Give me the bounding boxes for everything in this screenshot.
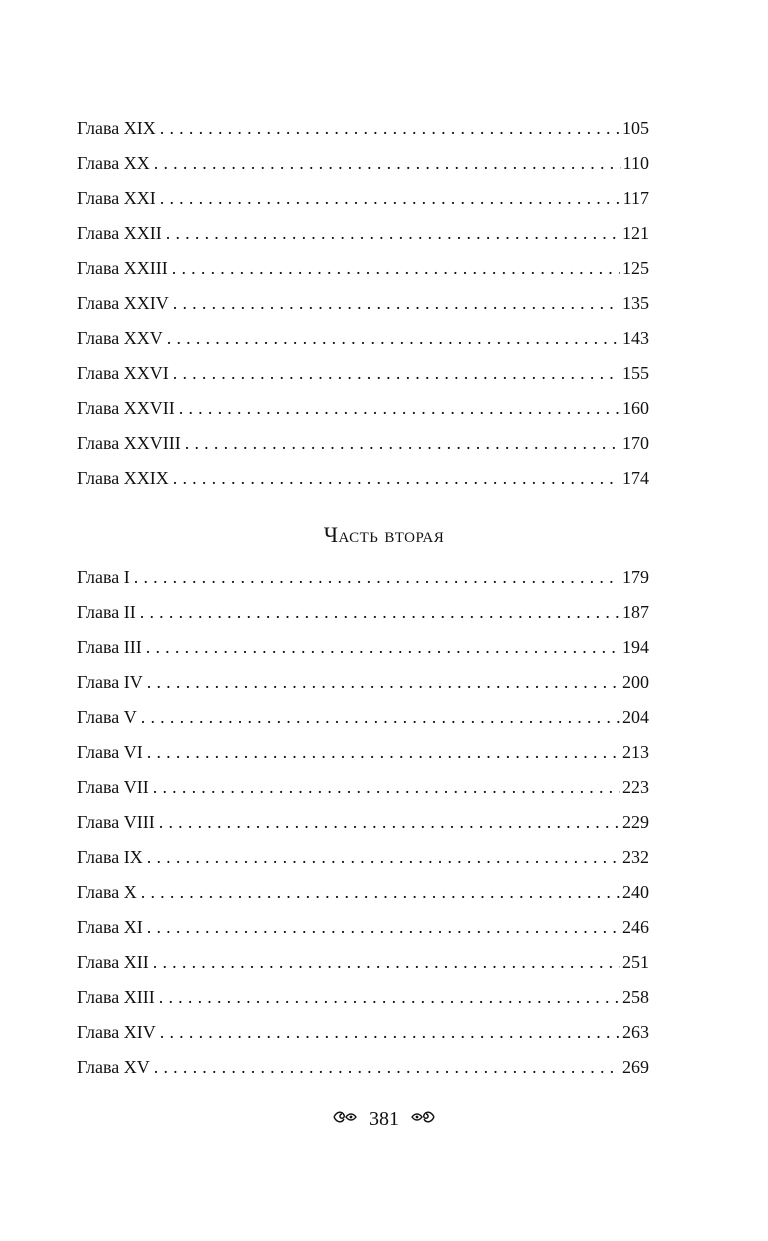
dot-leader — [153, 949, 620, 975]
dot-leader — [166, 220, 620, 246]
chapter-page-number: 160 — [622, 398, 649, 418]
dot-leader — [147, 669, 620, 695]
chapter-page-number: 232 — [622, 847, 649, 867]
dot-leader — [185, 430, 620, 456]
chapter-label: Глава XII — [77, 952, 149, 972]
chapter-page-number: 179 — [622, 567, 649, 587]
part-two-heading: Часть вторая — [323, 522, 445, 547]
dot-leader — [141, 879, 620, 905]
chapter-page-number: 223 — [622, 777, 649, 797]
chapter-page-number: 194 — [622, 637, 649, 657]
chapter-label: Глава XXIII — [77, 258, 168, 278]
chapter-page-number: 251 — [622, 952, 649, 972]
dot-leader — [179, 395, 620, 421]
chapter-page-number: 187 — [622, 602, 649, 622]
ornament-right-icon — [410, 1104, 436, 1134]
chapter-page-number: 125 — [622, 258, 649, 278]
chapter-page-number: 135 — [622, 293, 649, 313]
chapter-page-number: 110 — [622, 153, 649, 173]
chapter-label: Глава XXVIII — [77, 433, 181, 453]
chapter-page-number: 229 — [622, 812, 649, 832]
chapter-page-number: 269 — [622, 1057, 649, 1077]
chapter-label: Глава XIII — [77, 987, 155, 1007]
page-number: 381 — [369, 1108, 399, 1130]
dot-leader — [173, 290, 620, 316]
chapter-page-number: 204 — [622, 707, 649, 727]
toc-entry — [77, 949, 649, 984]
toc-entry — [77, 739, 649, 774]
dot-leader — [147, 914, 620, 940]
dot-leader — [160, 185, 621, 211]
toc-entry — [77, 774, 649, 809]
dot-leader — [173, 465, 620, 491]
toc-entry — [77, 879, 649, 914]
chapter-label: Глава III — [77, 637, 142, 657]
chapter-label: Глава V — [77, 707, 137, 727]
chapter-page-number: 200 — [622, 672, 649, 692]
toc-entry — [77, 1019, 649, 1054]
chapter-page-number: 105 — [622, 118, 649, 138]
dot-leader — [154, 1054, 620, 1080]
chapter-label: Глава XIV — [77, 1022, 156, 1042]
toc-entry — [77, 1054, 649, 1089]
chapter-page-number: 240 — [622, 882, 649, 902]
chapter-label: Глава VIII — [77, 812, 155, 832]
chapter-label: Глава XXVII — [77, 398, 175, 418]
dot-leader — [160, 115, 620, 141]
chapter-label: Глава XXI — [77, 188, 156, 208]
dot-leader — [153, 774, 620, 800]
chapter-page-number: 121 — [622, 223, 649, 243]
chapter-label: Глава XXII — [77, 223, 162, 243]
toc-entry — [77, 599, 649, 634]
dot-leader — [172, 255, 620, 281]
chapter-label: Глава XXIX — [77, 468, 169, 488]
chapter-page-number: 143 — [622, 328, 649, 348]
chapter-label: Глава IV — [77, 672, 143, 692]
dot-leader — [159, 809, 620, 835]
dot-leader — [147, 844, 620, 870]
page-folio — [0, 1104, 768, 1134]
dot-leader — [147, 739, 620, 765]
toc-entry — [77, 185, 649, 220]
chapter-page-number: 170 — [622, 433, 649, 453]
chapter-page-number: 213 — [622, 742, 649, 762]
chapter-page-number: 258 — [622, 987, 649, 1007]
chapter-label: Глава XX — [77, 153, 150, 173]
toc-entry — [77, 150, 649, 185]
toc-entry — [77, 395, 649, 430]
dot-leader — [146, 634, 620, 660]
ornament-left-icon — [332, 1104, 358, 1134]
dot-leader — [154, 150, 621, 176]
chapter-label: Глава VI — [77, 742, 143, 762]
toc-entry — [77, 844, 649, 879]
toc-entry — [77, 465, 649, 500]
toc-entry — [77, 914, 649, 949]
dot-leader — [167, 325, 620, 351]
chapter-page-number: 155 — [622, 363, 649, 383]
toc-entry — [77, 220, 649, 255]
toc-entry — [77, 360, 649, 395]
toc-entry — [77, 325, 649, 360]
chapter-label: Глава VII — [77, 777, 149, 797]
chapter-label: Глава XXVI — [77, 363, 169, 383]
toc-entry — [77, 255, 649, 290]
toc-entry — [77, 984, 649, 1019]
toc-entry — [77, 669, 649, 704]
toc-entry — [77, 809, 649, 844]
toc-entry — [77, 430, 649, 465]
toc-entry — [77, 704, 649, 739]
dot-leader — [160, 1019, 620, 1045]
toc-entry — [77, 290, 649, 325]
dot-leader — [159, 984, 620, 1010]
chapter-label: Глава XV — [77, 1057, 150, 1077]
toc-entry — [77, 115, 649, 150]
chapter-label: Глава XXIV — [77, 293, 169, 313]
chapter-page-number: 117 — [622, 188, 649, 208]
chapter-label: Глава XIX — [77, 118, 156, 138]
chapter-label: Глава IX — [77, 847, 143, 867]
chapter-page-number: 246 — [622, 917, 649, 937]
chapter-label: Глава X — [77, 882, 137, 902]
dot-leader — [134, 564, 620, 590]
dot-leader — [141, 704, 620, 730]
dot-leader — [173, 360, 620, 386]
toc-entry — [77, 634, 649, 669]
chapter-label: Глава II — [77, 602, 136, 622]
chapter-page-number: 263 — [622, 1022, 649, 1042]
chapter-label: Глава XXV — [77, 328, 163, 348]
toc-entry — [77, 564, 649, 599]
chapter-page-number: 174 — [622, 468, 649, 488]
toc-part-one — [77, 115, 649, 500]
toc-part-two — [77, 564, 649, 1089]
dot-leader — [140, 599, 620, 625]
chapter-label: Глава I — [77, 567, 130, 587]
chapter-label: Глава XI — [77, 917, 143, 937]
